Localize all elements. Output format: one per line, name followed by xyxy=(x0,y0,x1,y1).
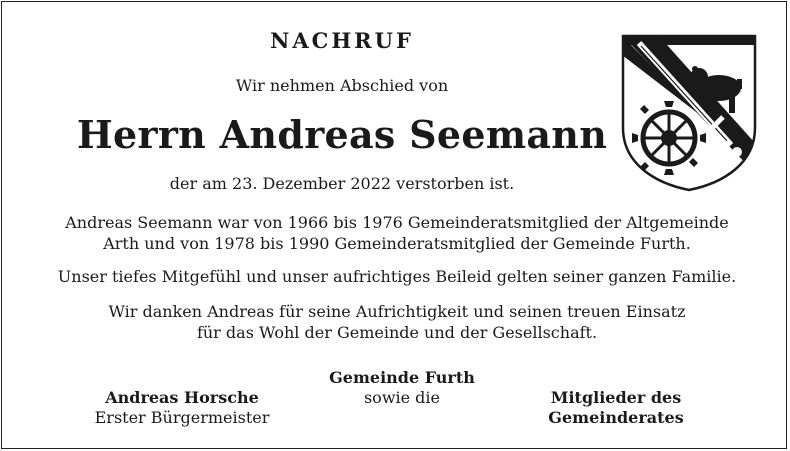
signature-council-line-2: Gemeinderates xyxy=(548,408,684,427)
signature-mayor xyxy=(82,388,282,428)
paragraph-service-line-1: Andreas Seemann war von 1966 bis 1976 Gemeinderatsmitglied der Altgemeinde xyxy=(65,213,729,232)
signature-mayor-name: Andreas Horsche xyxy=(105,388,259,407)
paragraph-thanks-line-1: Wir danken Andreas für seine Aufrichtigkeit und seinen treuen Einsatz xyxy=(108,302,686,321)
notice-intro: Wir nehmen Abschied von xyxy=(235,76,449,95)
signature-council-line-1: Mitglieder des xyxy=(550,388,682,407)
paragraph-thanks xyxy=(2,301,790,343)
signature-council xyxy=(516,388,716,428)
signature-municipality-name: Gemeinde Furth xyxy=(329,368,475,387)
paragraph-thanks-line-2: für das Wohl der Gemeinde und der Gesellschaft. xyxy=(196,323,598,342)
death-date-line: der am 23. Dezember 2022 verstorben ist. xyxy=(169,174,515,193)
paragraph-service xyxy=(2,212,790,254)
paragraph-service-line-2: Arth und von 1978 bis 1990 Gemeinderatsmitglied der Gemeinde Furth. xyxy=(103,234,691,253)
deceased-name: Herrn Andreas Seemann xyxy=(76,112,608,157)
signature-municipality-sub: sowie die xyxy=(363,388,441,407)
notice-heading: NACHRUF xyxy=(270,28,414,53)
signature-mayor-title: Erster Bürgermeister xyxy=(94,408,270,427)
municipal-coat-of-arms-icon xyxy=(619,33,759,193)
signature-municipality xyxy=(302,368,502,408)
paragraph-condolence: Unser tiefes Mitgefühl und unser aufrichtiges Beileid gelten seiner ganzen Familie. xyxy=(57,267,737,286)
